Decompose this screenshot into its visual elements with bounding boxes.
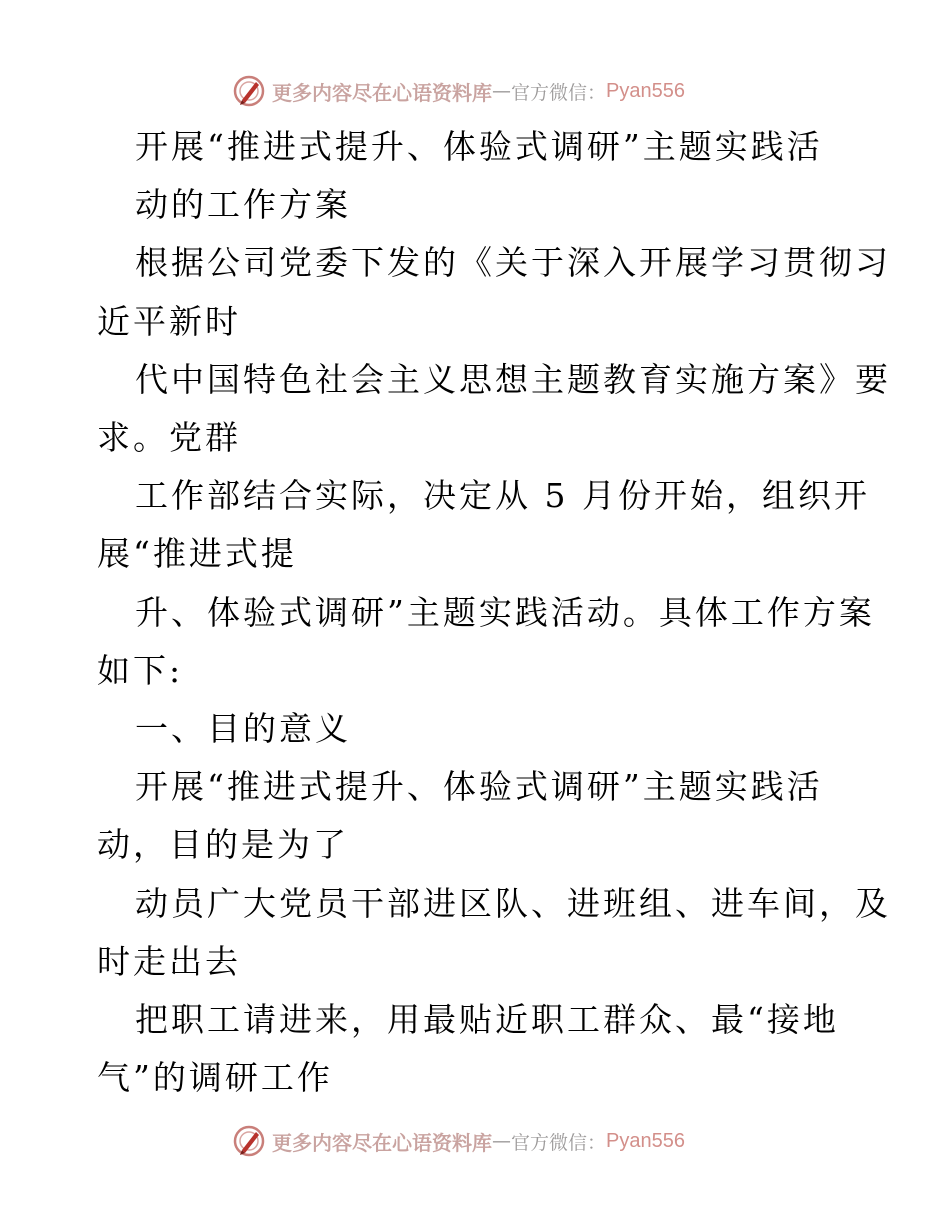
text-line: 如下: [97, 650, 184, 690]
watermark-text: 更多内容尽在心语资料库 [272, 1130, 492, 1155]
header-watermark [232, 74, 685, 108]
watermark-id: Pyan556 [606, 79, 685, 102]
watermark-dash: — [492, 1130, 511, 1152]
text-line: 动的工作方案 [135, 185, 351, 225]
pen-logo-icon [232, 1124, 266, 1158]
text-line: 开展“推进式提升、体验式调研”主题实践活 [135, 767, 823, 807]
text-line: 展“推进式提 [97, 534, 297, 574]
watermark-id: Pyan556 [606, 1129, 685, 1152]
text-line: 求。党群 [97, 418, 241, 458]
pen-logo-icon [232, 74, 266, 108]
text-line: 动员广大党员干部进区队、进班组、进车间，及 [135, 883, 891, 923]
watermark-official-label: 官方微信： [511, 81, 607, 104]
text-line: 根据公司党委下发的《关于深入开展学习贯彻习 [135, 243, 891, 283]
text-line: 开展“推进式提升、体验式调研”主题实践活 [135, 127, 823, 166]
watermark-text: 更多内容尽在心语资料库 [272, 80, 492, 105]
text-line: 时走出去 [97, 941, 241, 981]
watermark-dash: — [492, 80, 511, 102]
text-line: 工作部结合实际，决定从 5 月份开始，组织开 [135, 476, 870, 516]
document-body [97, 118, 891, 1107]
text-line: 代中国特色社会主义思想主题教育实施方案》要 [135, 359, 891, 399]
text-line: 升、体验式调研”主题实践活动。具体工作方案 [135, 592, 875, 632]
section-heading: 一、目的意义 [135, 709, 351, 749]
watermark-official-label: 官方微信： [511, 1131, 607, 1154]
text-line: 动，目的是为了 [97, 825, 349, 865]
text-line: 把职工请进来，用最贴近职工群众、最“接地 [135, 1000, 839, 1040]
text-line: 近平新时 [97, 301, 241, 341]
footer-watermark [232, 1124, 685, 1158]
text-line: 气”的调研工作 [97, 1058, 333, 1098]
